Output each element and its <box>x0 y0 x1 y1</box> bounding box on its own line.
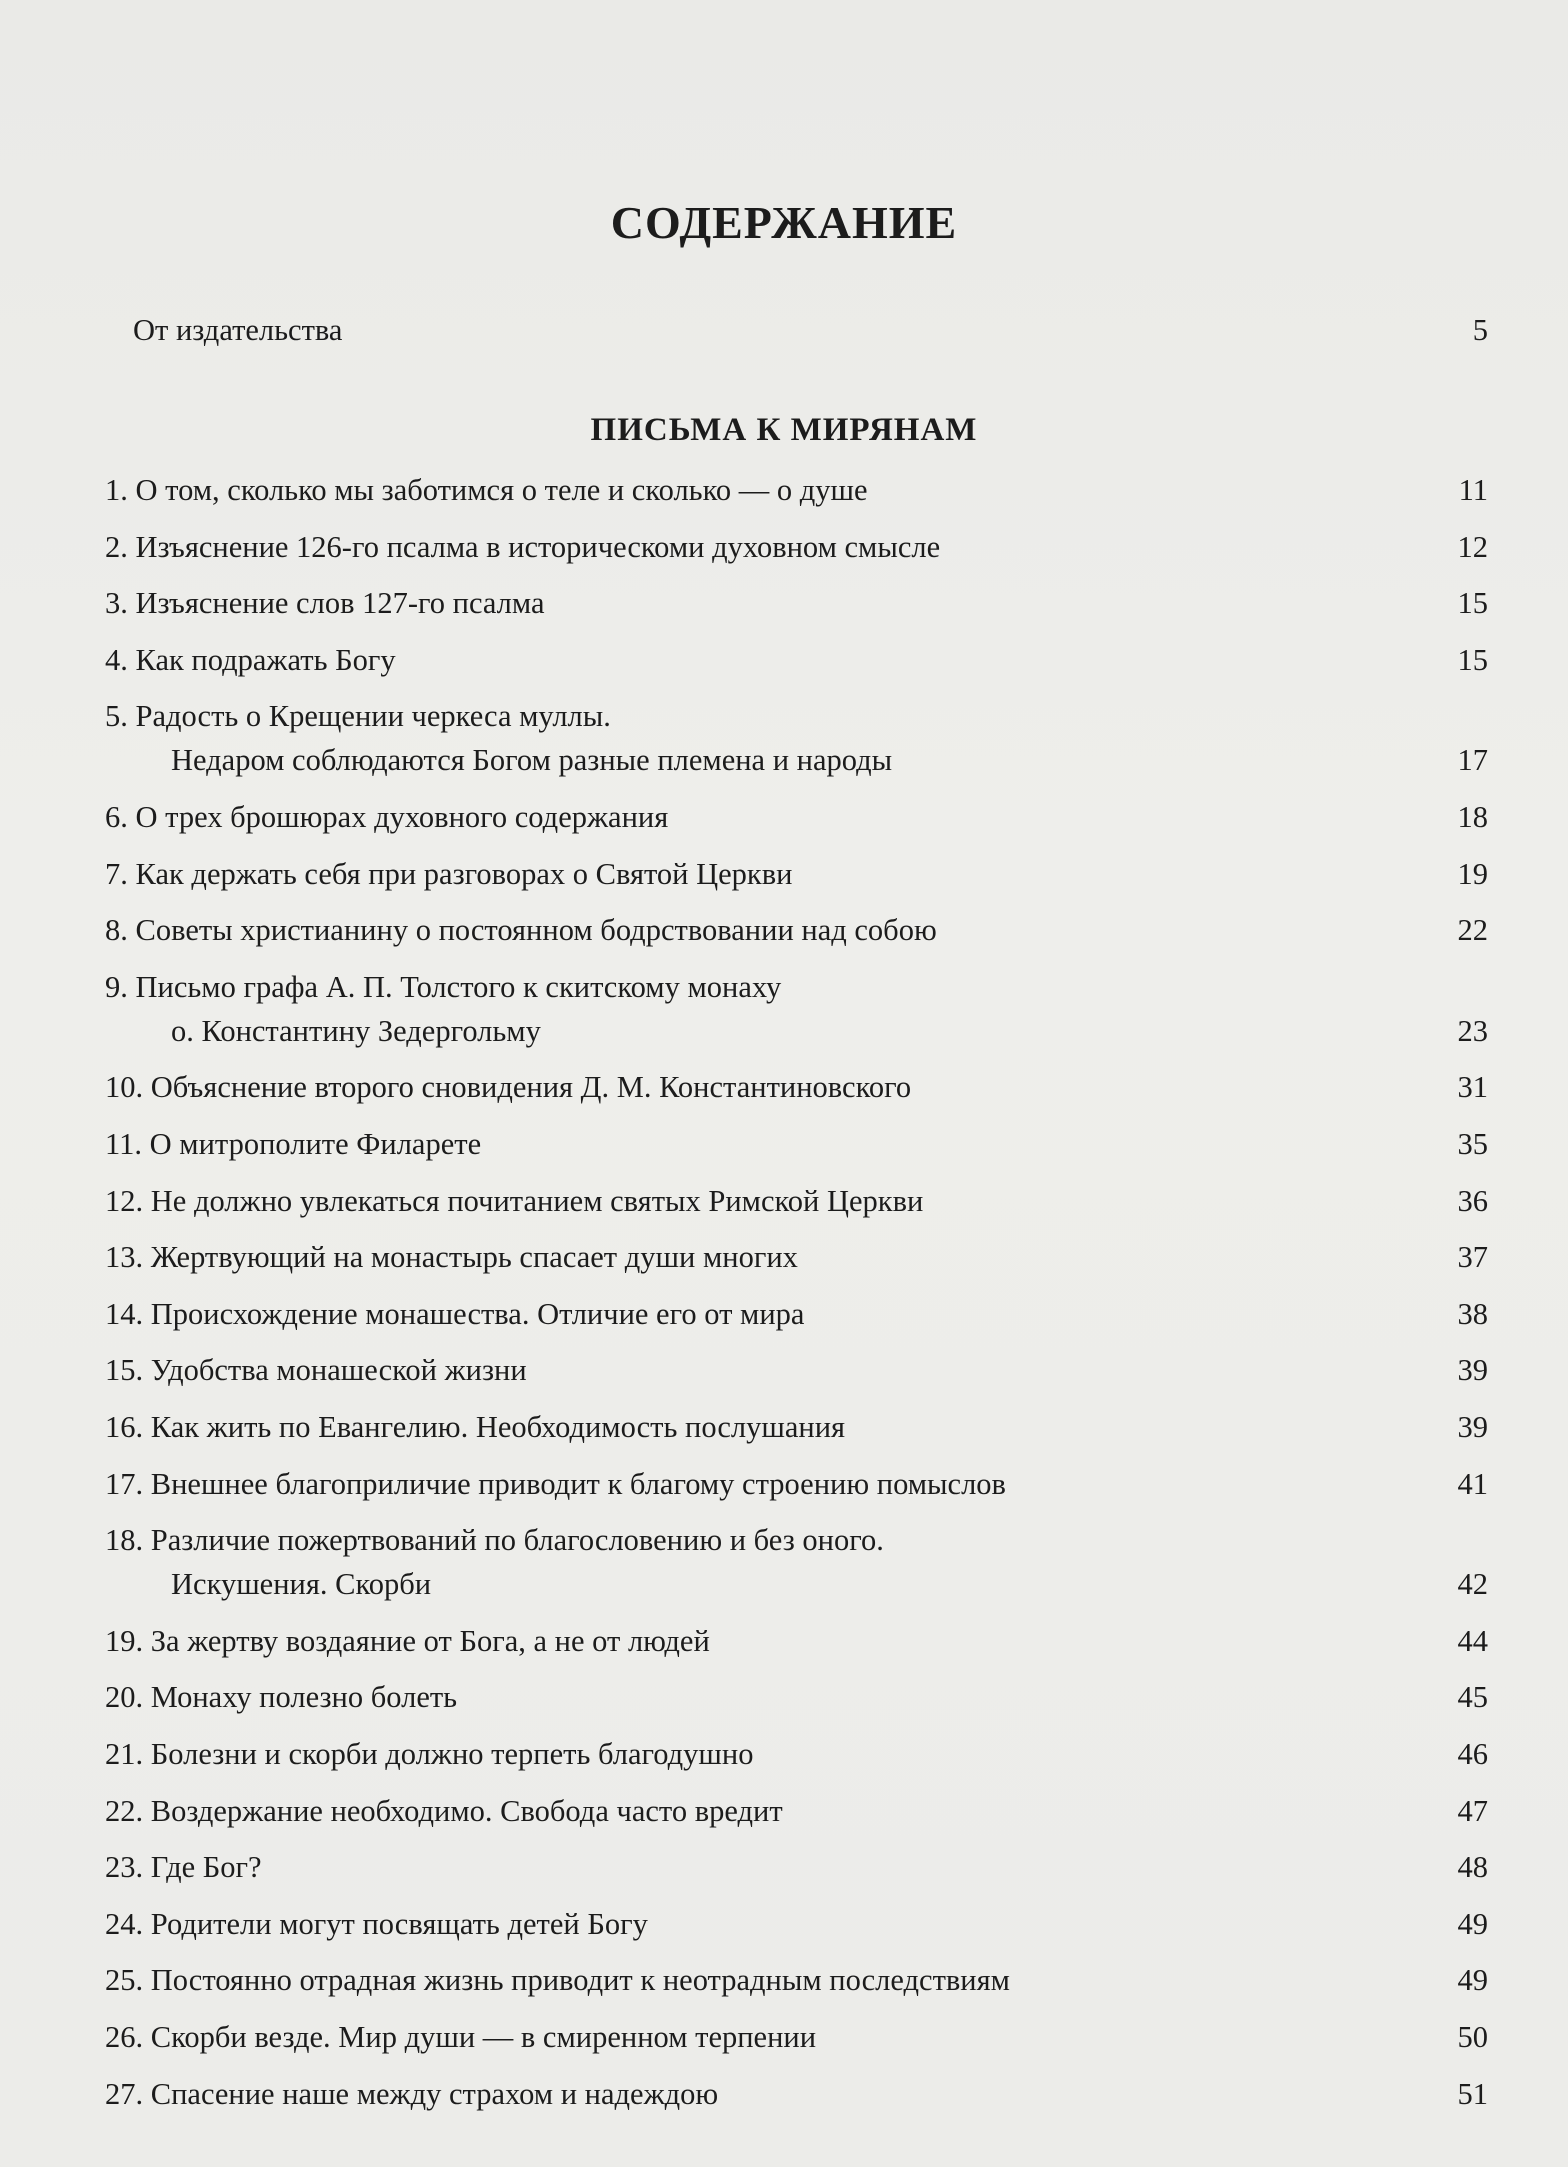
toc-entry-page: 39 <box>1457 1353 1488 1388</box>
toc-entry-text: Искушения. Скорби <box>171 1567 432 1602</box>
toc-entry <box>105 1464 1488 1504</box>
toc-entry <box>105 1124 1488 1164</box>
toc-entry-preface <box>133 310 1488 350</box>
toc-entry <box>105 797 1488 837</box>
toc-entry-text: От издательства <box>133 313 343 347</box>
toc-entry <box>105 1407 1488 1447</box>
toc-entry <box>105 1294 1488 1334</box>
toc-entry-page: 12 <box>1457 529 1488 564</box>
toc-entry-text: Недаром соблюдаются Богом разные племена и народы <box>171 743 893 778</box>
toc-entry-text: 16. Как жить по Евангелию. Необходимость послушания <box>105 1410 846 1444</box>
toc-entry <box>105 1621 1488 1661</box>
toc-entry-text: 7. Как держать себя при разговорах о Святой Церкви <box>105 856 793 891</box>
toc-entry-page: 35 <box>1457 1127 1488 1161</box>
toc-entry-page: 18 <box>1457 800 1488 834</box>
toc-entry-page: 5 <box>1472 313 1488 347</box>
toc-entry-page: 49 <box>1457 1963 1488 1998</box>
toc-entry-text: 4. Как подражать Богу <box>105 642 396 677</box>
toc-entry-page: 41 <box>1457 1466 1488 1501</box>
toc-entry-text: 3. Изъяснение слов 127-го псалма <box>105 586 545 621</box>
toc-entry-page: 37 <box>1457 1240 1488 1275</box>
toc-entry-page: 48 <box>1457 1850 1488 1885</box>
toc-entry-text: 10. Объяснение второго сновидения Д. М. Константиновского <box>105 1070 912 1105</box>
toc-entry <box>105 1791 1488 1831</box>
toc-entry <box>105 1734 1488 1774</box>
toc-entry-text: 17. Внешнее благоприличие приводит к благому строению помыслов <box>105 1466 1006 1501</box>
toc-entry <box>105 1237 1488 1277</box>
toc-entry-page: 17 <box>1457 743 1488 778</box>
toc-entry-page: 47 <box>1457 1793 1488 1828</box>
toc-entry-text: 15. Удобства монашеской жизни <box>105 1353 527 1388</box>
toc-entry-page: 31 <box>1457 1070 1488 1105</box>
toc-entry-text: 1. О том, сколько мы заботимся о теле и сколько — о душе <box>105 473 868 507</box>
toc-entry <box>105 1960 1488 2000</box>
toc-entry <box>105 1677 1488 1717</box>
toc-entry-text: 14. Происхождение монашества. Отличие его от мира <box>105 1296 805 1331</box>
toc-entry-page: 51 <box>1457 2076 1488 2111</box>
toc-entry-text: 2. Изъяснение 126-го псалма в историческоми духовном смысле <box>105 529 941 564</box>
toc-entry <box>105 910 1488 950</box>
toc-entry <box>105 2017 1488 2057</box>
toc-entry <box>105 1904 1488 1944</box>
toc-entry <box>105 583 1488 623</box>
toc-entry-page: 36 <box>1457 1183 1488 1218</box>
toc-entry-first-line: 9. Письмо графа А. П. Толстого к скитскому монаху <box>105 969 782 1004</box>
toc-entry <box>105 640 1488 680</box>
toc-entry-text: о. Константину Зедергольму <box>171 1013 541 1048</box>
toc-entry-text: 22. Воздержание необходимо. Свобода часто вредит <box>105 1793 783 1828</box>
toc-entry-page: 42 <box>1457 1567 1488 1602</box>
toc-entry <box>105 470 1488 510</box>
toc-entry-page: 38 <box>1457 1296 1488 1331</box>
toc-entry-first-line: 5. Радость о Крещении черкеса муллы. <box>105 699 611 734</box>
toc-entry <box>105 527 1488 567</box>
toc-entry <box>105 1350 1488 1390</box>
toc-entry-page: 39 <box>1457 1410 1488 1444</box>
toc-entry-text: 11. О митрополите Филарете <box>105 1127 482 1161</box>
toc-entry-page: 22 <box>1457 913 1488 948</box>
page-title: СОДЕРЖАНИЕ <box>610 197 958 248</box>
toc-entry-text: 25. Постоянно отрадная жизнь приводит к неотрадным последствиям <box>105 1963 1010 1998</box>
toc-entry-text: 26. Скорби везде. Мир души — в смиренном терпении <box>105 2020 817 2054</box>
toc-entry-page: 45 <box>1457 1680 1488 1715</box>
toc-entry-first-line: 18. Различие пожертвований по благословению и без оного. <box>105 1523 884 1558</box>
toc-entry <box>171 1011 1488 1051</box>
toc-entry-page: 46 <box>1457 1737 1488 1771</box>
toc-entry-text: 19. За жертву воздаяние от Бога, а не от людей <box>105 1623 710 1658</box>
toc-entry-page: 11 <box>1458 473 1488 507</box>
toc-entry-text: 12. Не должно увлекаться почитанием святых Римской Церкви <box>105 1183 924 1218</box>
toc-entry-page: 23 <box>1457 1013 1488 1048</box>
toc-entry-page: 49 <box>1457 1906 1488 1941</box>
toc-entry-page: 19 <box>1457 856 1488 891</box>
toc-entry <box>105 854 1488 894</box>
toc-entry <box>105 1067 1488 1107</box>
toc-entry-page: 15 <box>1457 642 1488 677</box>
toc-entry <box>105 1181 1488 1221</box>
toc-entry-text: 23. Где Бог? <box>105 1850 262 1885</box>
toc-entry-text: 8. Советы христианину о постоянном бодрствовании над собою <box>105 913 937 948</box>
toc-entry-text: 6. О трех брошюрах духовного содержания <box>105 800 669 834</box>
toc-entry-text: 20. Монаху полезно болеть <box>105 1680 458 1715</box>
toc-entry <box>171 1564 1488 1604</box>
toc-entry-text: 24. Родители могут посвящать детей Богу <box>105 1906 648 1941</box>
toc-entry-text: 27. Спасение наше между страхом и надеждою <box>105 2076 719 2111</box>
toc-entry <box>171 740 1488 780</box>
toc-entry <box>105 2074 1488 2114</box>
toc-entry-page: 15 <box>1457 586 1488 621</box>
toc-entry <box>105 1847 1488 1887</box>
toc-entry-text: 13. Жертвующий на монастырь спасает души многих <box>105 1240 798 1275</box>
toc-entry-page: 44 <box>1457 1623 1488 1658</box>
toc-entry-text: 21. Болезни и скорби должно терпеть благодушно <box>105 1737 754 1771</box>
toc-entry-page: 50 <box>1457 2020 1488 2054</box>
section-title: ПИСЬМА К МИРЯНАМ <box>590 412 978 448</box>
